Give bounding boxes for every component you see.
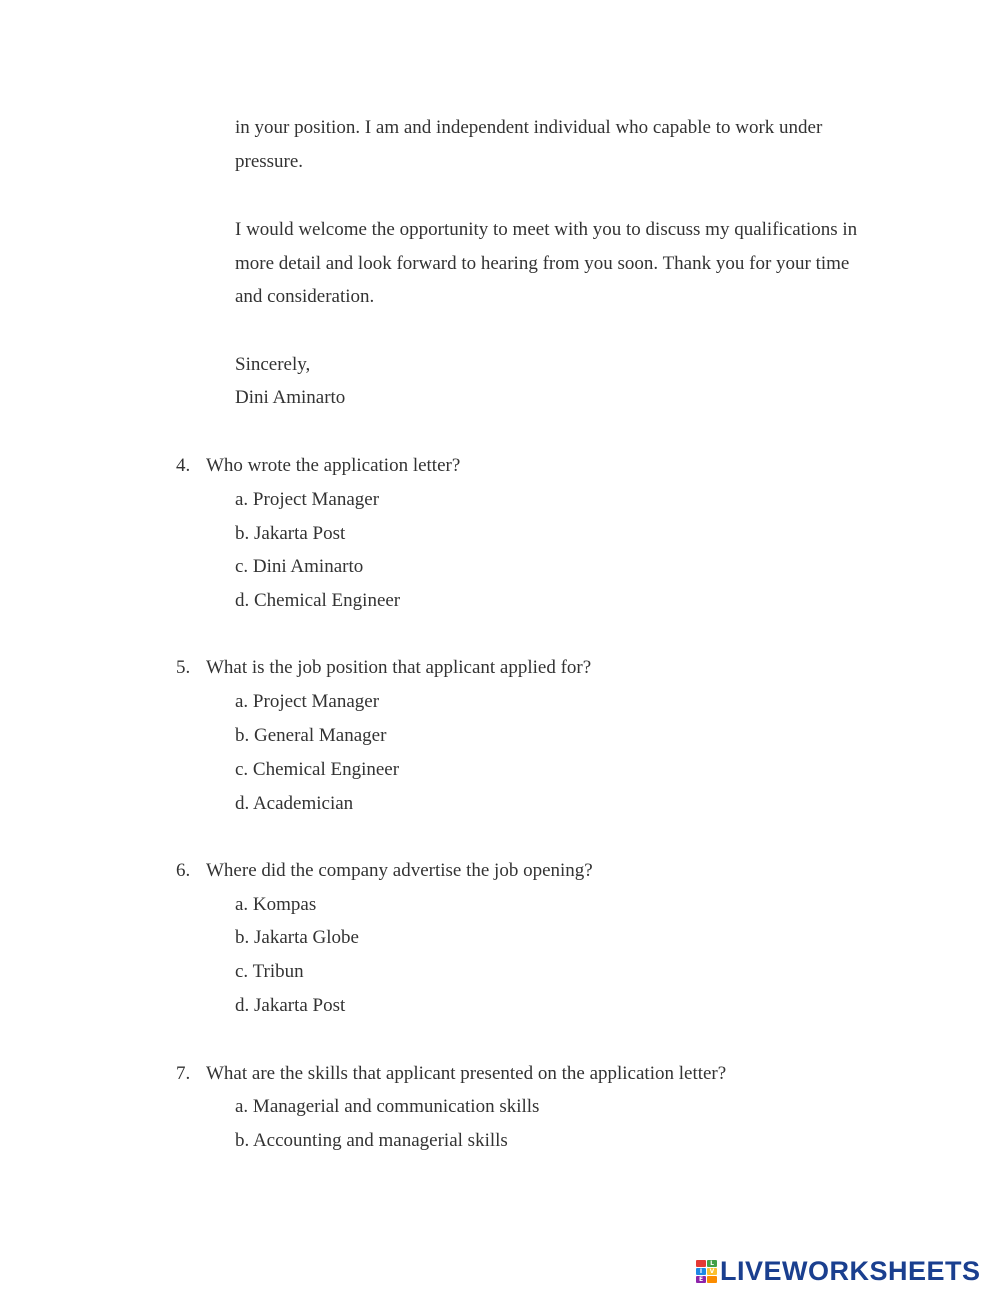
answer-option[interactable]: b. Jakarta Globe [235,927,359,948]
letter-paragraph-1-line-1: in your position. I am and independent individual who capable to work under [235,117,823,138]
answer-option[interactable]: b. General Manager [235,725,387,746]
answer-option[interactable]: a. Project Manager [235,489,380,510]
answer-option[interactable]: a. Managerial and communication skills [235,1096,540,1117]
answer-option[interactable]: b. Jakarta Post [235,523,346,544]
logo-block [696,1260,706,1267]
answer-option[interactable]: a. Kompas [235,894,317,915]
logo-blocks-icon [696,1260,717,1283]
letter-paragraph-2-line-1: I would welcome the opportunity to meet with you to discuss my qualifications in [235,219,858,240]
question-text: What is the job position that applicant applied for? [206,657,592,678]
liveworksheets-logo [696,1256,996,1286]
answer-option[interactable]: c. Tribun [235,961,304,982]
logo-block [707,1276,717,1283]
answer-option[interactable]: c. Dini Aminarto [235,556,364,577]
letter-paragraph-2-line-2: more detail and look forward to hearing from you soon. Thank you for your time [235,253,850,274]
answer-option[interactable]: c. Chemical Engineer [235,759,400,780]
question-number: 4. [176,455,191,476]
logo-block: V [707,1268,717,1275]
letter-closing: Sincerely, [235,354,311,375]
question-number: 7. [176,1063,191,1084]
logo-text: LIVEWORKSHEETS [720,1255,981,1286]
logo-block: L [707,1260,717,1267]
answer-option[interactable]: b. Accounting and managerial skills [235,1130,508,1151]
question-number: 5. [176,657,191,678]
question-text: Where did the company advertise the job opening? [206,860,593,881]
logo-block: I [696,1268,706,1275]
letter-paragraph-2-line-3: and consideration. [235,286,375,307]
letter-paragraph-1-line-2: pressure. [235,151,304,172]
answer-option[interactable]: a. Project Manager [235,691,380,712]
answer-option[interactable]: d. Jakarta Post [235,995,346,1016]
question-text: What are the skills that applicant presented on the application letter? [206,1063,727,1084]
logo-block: E [696,1276,706,1283]
question-number: 6. [176,860,191,881]
answer-option[interactable]: d. Chemical Engineer [235,590,401,611]
letter-signature: Dini Aminarto [235,387,346,408]
answer-option[interactable]: d. Academician [235,793,354,814]
question-text: Who wrote the application letter? [206,455,461,476]
